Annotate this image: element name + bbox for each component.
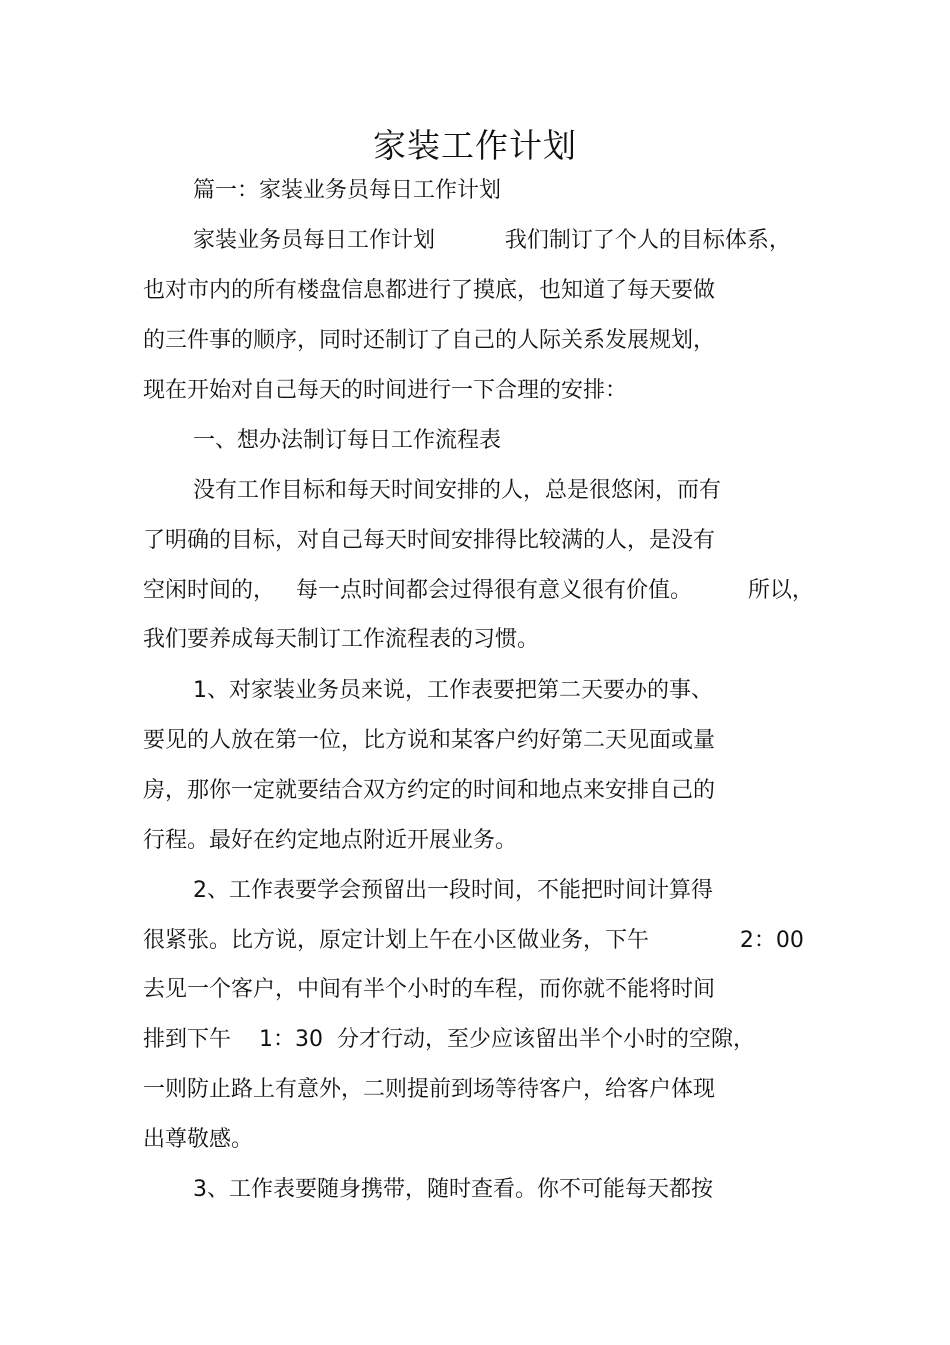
paragraph-line: 一则防止路上有意外，二则提前到场等待客户，给客户体现 (143, 1077, 716, 1102)
list-item-line: 3、工作表要随身携带，随时查看。你不可能每天都按 (193, 1177, 713, 1202)
document-title: 家装工作计划 (373, 126, 577, 165)
list-item-line: 2、工作表要学会预留出一段时间，不能把时间计算得 (193, 878, 713, 903)
paragraph-line: 出尊敬感。 (143, 1127, 254, 1152)
paragraph-line: 要见的人放在第一位，比方说和某客户约好第二天见面或量 (143, 728, 716, 753)
paragraph-line: 很紧张。比方说，原定计划上午在小区做业务，下午 2：00 (143, 928, 804, 953)
paragraph-line: 了明确的目标，对自己每天时间安排得比较满的人，是没有 (143, 528, 716, 553)
paragraph-line: 我们要养成每天制订工作流程表的习惯。 (143, 627, 540, 652)
paragraph-line: 没有工作目标和每天时间安排的人，总是很悠闲，而有 (193, 478, 722, 503)
subsection-heading: 一、想办法制订每日工作流程表 (193, 428, 502, 453)
paragraph-line: 家装业务员每日工作计划 我们制订了个人的目标体系， (193, 228, 791, 253)
paragraph-line: 房，那你一定就要结合双方约定的时间和地点来安排自己的 (143, 778, 716, 803)
paragraph-line: 排到下午 1：30 分才行动，至少应该留出半个小时的空隙， (143, 1027, 755, 1052)
section-heading: 篇一：家装业务员每日工作计划 (193, 178, 502, 203)
paragraph-line: 现在开始对自己每天的时间进行一下合理的安排： (143, 378, 628, 403)
list-item-line: 1、对家装业务员来说，工作表要把第二天要办的事、 (193, 678, 713, 703)
paragraph-line: 去见一个客户，中间有半个小时的车程，而你就不能将时间 (143, 977, 716, 1002)
paragraph-line: 也对市内的所有楼盘信息都进行了摸底，也知道了每天要做 (143, 278, 716, 303)
paragraph-line: 行程。最好在约定地点附近开展业务。 (143, 828, 518, 853)
paragraph-line: 的三件事的顺序，同时还制订了自己的人际关系发展规划， (143, 328, 716, 353)
paragraph-line: 空闲时间的， 每一点时间都会过得很有意义很有价值。 所以， (143, 578, 814, 603)
